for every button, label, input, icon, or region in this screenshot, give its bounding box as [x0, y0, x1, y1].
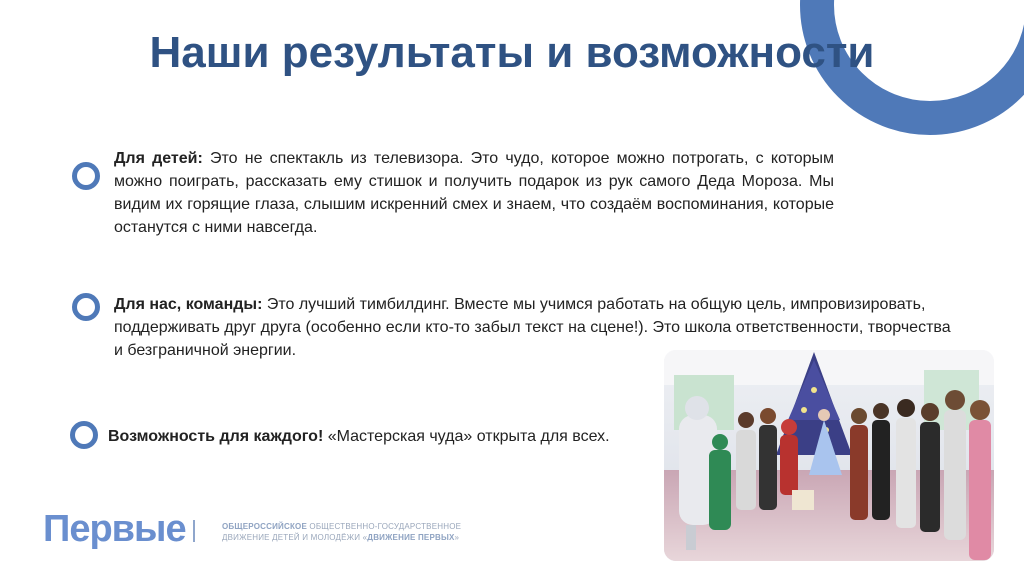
item-heading: Для нас, команды:: [114, 296, 263, 313]
item-text: Это лучший тимбилдинг. Вместе мы учимся работать на общую цель, импровизировать, поддерживать друг друга (особенно если кто-то забыл текст на сцене!). Это школа ответственности, творчества и безграничной энергии.: [114, 296, 951, 359]
org-line2-end: »: [454, 533, 460, 542]
org-line1: ОБЩЕСТВЕННО-ГОСУДАРСТВЕННОЕ: [307, 522, 462, 531]
org-line1-bold: ОБЩЕРОССИЙСКОЕ: [222, 522, 307, 531]
org-line2: ДВИЖЕНИЕ ДЕТЕЙ И МОЛОДЁЖИ «: [222, 533, 368, 542]
list-item: [108, 425, 668, 448]
item-text: Это не спектакль из телевизора. Это чудо, которое можно потрогать, с которым можно поиграть, рассказать ему стишок и получить подарок из рук самого Деда Мороза. Мы видим их горящие глаза, слышим искренний смех и знаем, что создаём воспоминания, которые останутся с ними навсегда.: [114, 150, 834, 236]
item-text: «Мастерская чуда» открыта для всех.: [323, 428, 610, 445]
ring-bullet-icon: [70, 421, 98, 449]
event-photo: [664, 350, 994, 561]
brand-logo: Первые: [43, 508, 186, 550]
org-line2-bold: ДВИЖЕНИЕ ПЕРВЫХ: [367, 533, 455, 542]
item-heading: Возможность для каждого!: [108, 428, 324, 445]
ring-bullet-icon: [72, 162, 100, 190]
organization-name: [222, 521, 461, 543]
slide-title: Наши результаты и возможности: [149, 28, 875, 77]
list-item: [114, 147, 834, 239]
ring-bullet-icon: [72, 293, 100, 321]
footer-divider: [193, 520, 195, 542]
item-heading: Для детей:: [114, 150, 203, 167]
